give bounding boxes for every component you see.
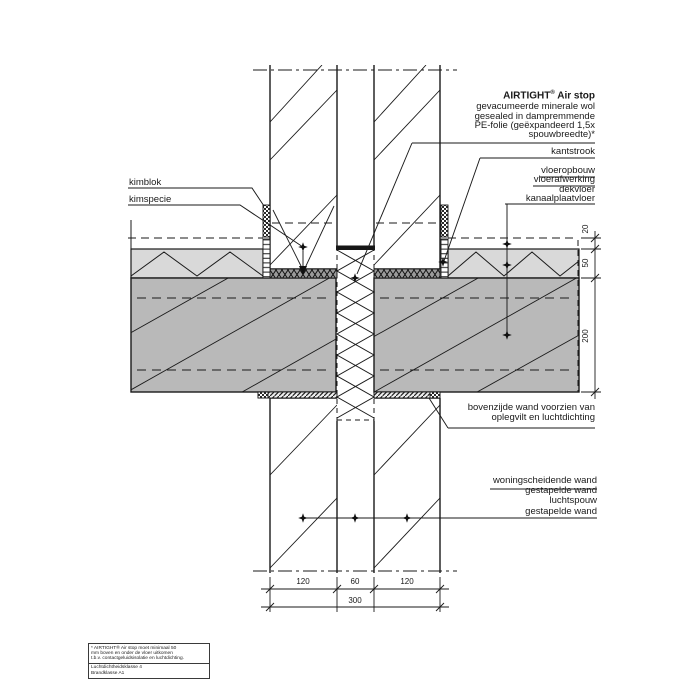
- note-line: t.b.v. contactgeluidsisolatie en luchtdichting.: [91, 656, 184, 662]
- note-classes: [89, 663, 209, 677]
- airtight-annotation: [395, 87, 595, 140]
- luchtdichtheidsklasse-label: Luchtdichtheidsklasse 4: [91, 665, 142, 671]
- kanaalplaatvloer-label: kanaalplaatvloer: [525, 192, 595, 204]
- bovenzijde-line: oplegvilt en luchtdichting: [491, 412, 595, 424]
- brandklasse-label: Brandklasse A1: [91, 670, 125, 676]
- kantstrook-label: kantstrook: [551, 146, 595, 157]
- gestapelde-wand-label: gestapelde wand: [525, 505, 597, 517]
- air-stop: [336, 246, 375, 422]
- vloeropbouw-label: vloeropbouw: [541, 165, 595, 176]
- airtight-line: gesealed in dampremmende: [474, 110, 595, 122]
- dim-120-left: 120: [296, 577, 310, 586]
- dim-50-screed: 50: [581, 258, 590, 268]
- note-box: [88, 643, 210, 679]
- dim-60-cavity: 60: [350, 577, 360, 586]
- note-line: mm boven en onder de vloer uitkomen: [91, 650, 173, 656]
- dim-200-slab: 200: [581, 329, 590, 343]
- kimblok-strips: [263, 205, 448, 237]
- floor-finish-lines: [128, 223, 578, 238]
- party-wall-annotation: [397, 476, 597, 517]
- dim-300-total: 300: [348, 596, 362, 605]
- wall-top-annotation: [395, 403, 595, 423]
- airtight-line: PE-folie (geëxpandeerd 1,5x: [474, 119, 595, 131]
- kimblok-label: kimblok: [129, 177, 162, 188]
- oplegvilt-strips: [258, 392, 440, 398]
- dekvloer-label: dekvloer: [559, 183, 595, 195]
- note-text: [89, 644, 209, 663]
- bovenzijde-line: bovenzijde wand voorzien van: [467, 402, 595, 413]
- woningscheidende-wand-label: woningscheidende wand: [492, 475, 597, 486]
- airtight-line: gevacumeerde minerale wol: [476, 101, 595, 113]
- gestapelde-wand-label: gestapelde wand: [525, 485, 597, 497]
- floor-buildup-annotation: [435, 166, 595, 203]
- airtight-line: spouwbreedte)*: [528, 129, 595, 141]
- kimspecie-label: kimspecie: [129, 194, 172, 205]
- dim-20-finish: 20: [581, 224, 590, 234]
- vloerafwerking-label: vloerafwerking: [533, 174, 595, 186]
- dim-120-right: 120: [400, 577, 414, 586]
- airtight-title: AIRTIGHT® Air stop: [503, 90, 595, 102]
- note-line: * AIRTIGHT® Air stop moet minimaal 50: [91, 645, 177, 651]
- luchtspouw-label: luchtspouw: [549, 495, 597, 507]
